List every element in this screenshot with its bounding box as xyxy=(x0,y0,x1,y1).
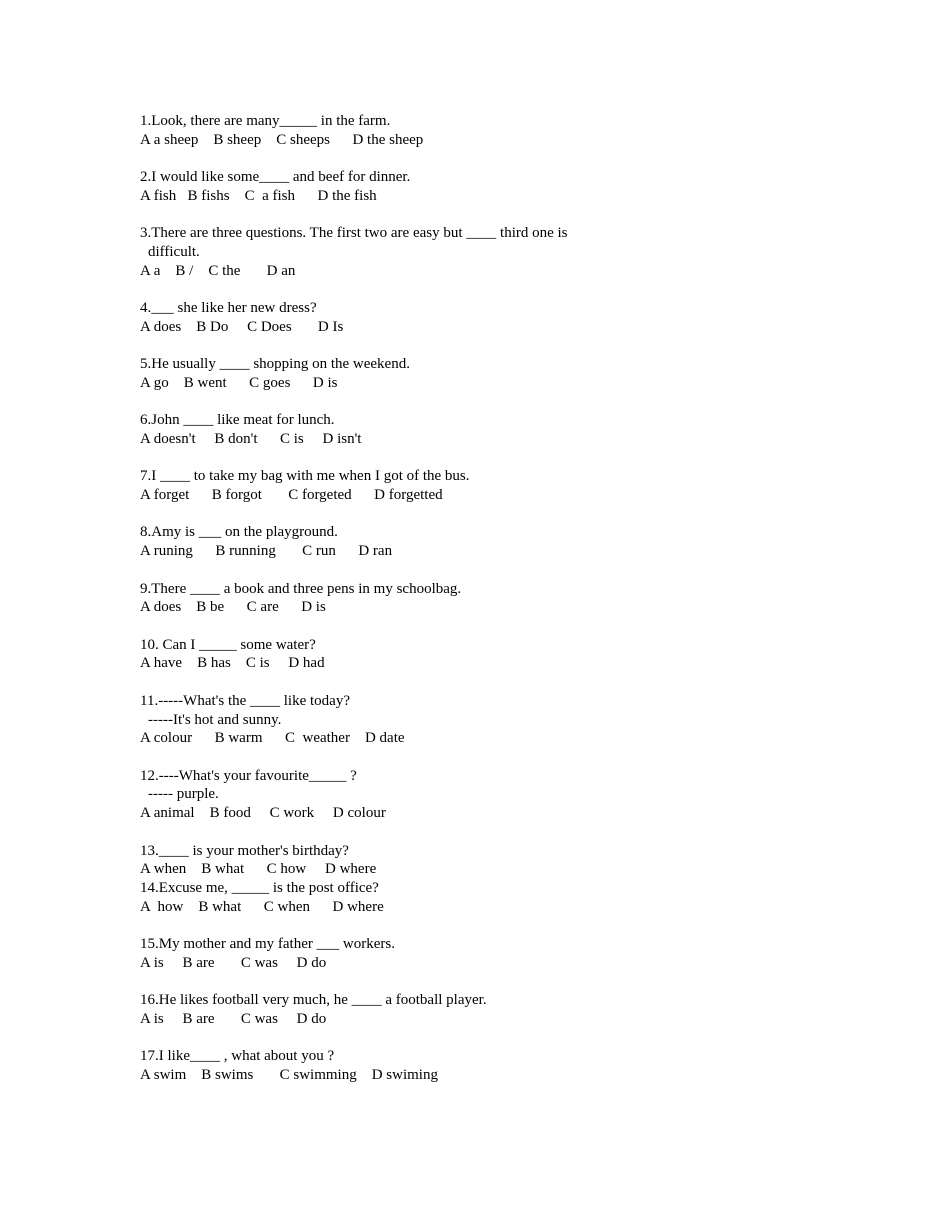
question-text: 8.Amy is ___ on the playground. xyxy=(140,524,338,541)
answer-options: A swim B swims C swimming D swiming xyxy=(140,1067,438,1084)
question-text: 7.I ____ to take my bag with me when I got of the bus. xyxy=(140,468,470,485)
question-5 xyxy=(140,355,900,393)
answer-options: A is B are C was D do xyxy=(140,955,327,971)
answer-options: A forget B forgot C forgeted D forgetted xyxy=(140,487,443,504)
question-text: 1.Look, there are many_____ in the farm. xyxy=(140,113,391,129)
question-text: 17.I like____ , what about you ? xyxy=(140,1048,335,1065)
question-11 xyxy=(140,692,900,748)
question-text: 9.There ____ a book and three pens in my schoolbag. xyxy=(140,580,462,597)
question-text: 6.John ____ like meat for lunch. xyxy=(140,412,335,429)
question-2 xyxy=(140,168,900,206)
answer-options: A is B are C was D do xyxy=(140,1011,327,1028)
question-text-continued: -----It's hot and sunny. xyxy=(148,711,282,728)
question-17 xyxy=(140,1047,900,1085)
question-text-continued: ----- purple. xyxy=(148,786,219,803)
answer-options: A doesn't B don't C is D isn't xyxy=(140,431,362,448)
question-10 xyxy=(140,636,900,674)
question-text: 10. Can I _____ some water? xyxy=(140,636,316,653)
answer-options: A when B what C how D where xyxy=(140,861,377,878)
question-text: 3.There are three questions. The first two are easy but ____ third one is xyxy=(140,225,568,242)
worksheet xyxy=(140,112,900,1103)
answer-options: A fish B fishs C a fish D the fish xyxy=(140,187,377,204)
question-text: 4.___ she like her new dress? xyxy=(140,300,317,317)
question-1 xyxy=(140,112,900,150)
question-text: 14.Excuse me, _____ is the post office? xyxy=(140,880,379,897)
answer-options: A animal B food C work D colour xyxy=(140,805,386,822)
question-9 xyxy=(140,580,900,618)
question-7 xyxy=(140,467,900,505)
answer-options: A have B has C is D had xyxy=(140,655,325,672)
answer-options: A a B / C the D an xyxy=(140,262,296,279)
question-text-continued: difficult. xyxy=(148,243,200,260)
answer-options: A does B be C are D is xyxy=(140,599,326,616)
question-text: 5.He usually ____ shopping on the weekend. xyxy=(140,356,410,373)
answer-options: A go B went C goes D is xyxy=(140,374,338,391)
question-6 xyxy=(140,411,900,449)
answer-options: A colour B warm C weather D date xyxy=(140,730,405,747)
question-text: 11.-----What's the ____ like today? xyxy=(140,692,350,709)
question-8 xyxy=(140,523,900,561)
answer-options: A how B what C when D where xyxy=(140,898,384,915)
question-text: 2.I would like some____ and beef for dinner. xyxy=(140,169,411,186)
question-text: 12.----What's your favourite_____ ? xyxy=(140,767,357,784)
question-16 xyxy=(140,991,900,1029)
question-text: 13.____ is your mother's birthday? xyxy=(140,842,349,859)
question-14 xyxy=(140,879,900,917)
answer-options: A does B Do C Does D Is xyxy=(140,318,344,335)
answer-options: A runing B running C run D ran xyxy=(140,543,393,560)
answer-options: A a sheep B sheep C sheeps D the sheep xyxy=(140,131,424,148)
question-4 xyxy=(140,299,900,337)
question-15 xyxy=(140,935,900,973)
question-13 xyxy=(140,842,900,880)
question-12 xyxy=(140,767,900,823)
question-text: 15.My mother and my father ___ workers. xyxy=(140,936,395,953)
question-text: 16.He likes football very much, he ____ a football player. xyxy=(140,992,487,1009)
question-3 xyxy=(140,224,900,280)
